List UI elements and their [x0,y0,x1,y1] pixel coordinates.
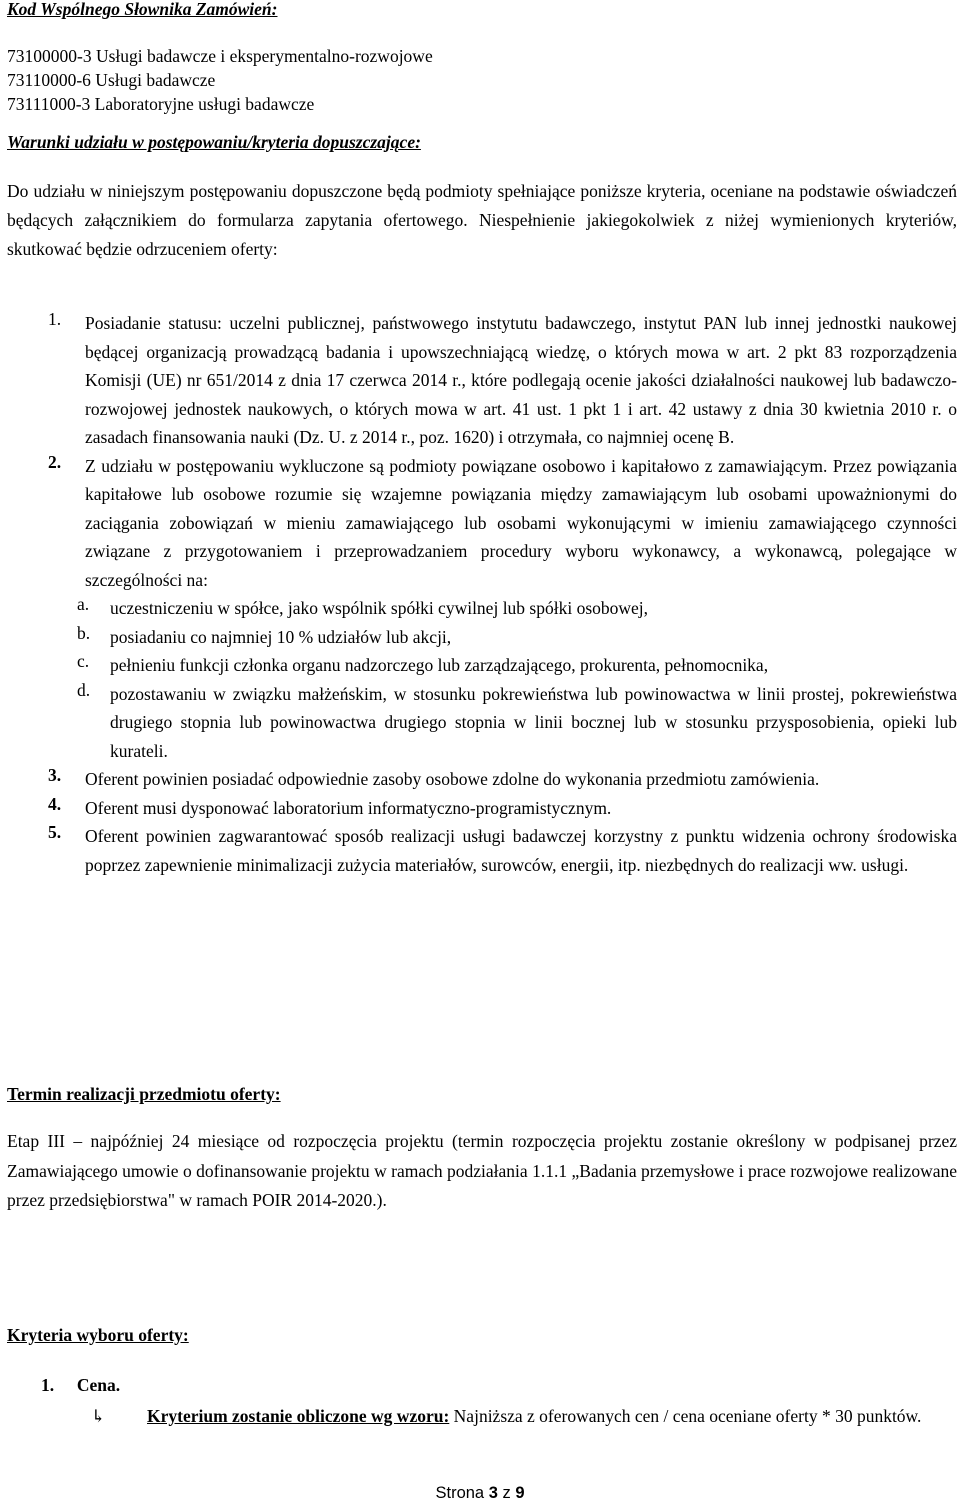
formula-label: Kryterium zostanie obliczone wg wzoru: [147,1406,450,1426]
cpv-code-list [7,44,957,116]
sub-list-item [7,623,957,652]
cpv-heading: Kod Wspólnego Słownika Zamówień: [7,0,278,19]
criteria-item-title: Cena. [76,1375,121,1395]
criteria-heading: Kryteria wyboru oferty: [7,1325,189,1345]
list-item [7,452,957,595]
item-number: 3. [48,765,62,785]
total-pages: 9 [515,1484,525,1502]
item-number: 2. [48,451,62,472]
footer-prefix: Strona [435,1484,489,1502]
current-page: 3 [488,1484,498,1502]
sub-item-letter: b. [77,622,91,643]
sub-item-letter: c. [77,651,90,671]
list-item [7,822,957,879]
sub-item-letter: a. [77,594,90,614]
list-item [7,794,957,823]
item-text: Posiadanie statusu: uczelni publicznej, państwowego instytutu badawczego, instytut PAN lub innej jednostki naukowej będącej organizacją prowadzącą badania i upowszechniającą wiedzę, o których mowa w art. 2 pkt 83 rozporządzenia Komisji (UE) nr 651/2014 z dnia 17 czerwca 2014 r., które podlegają ocenie jakości działalności naukowej lub badawczo-rozwojowej jednostek naukowych, o których mowa w art. 41 ust. 1 pkt 1 i art. 42 ustawy z dnia 30 kwietnia 2010 r. o zasadach finansowania nauki (Dz. U. z 2014 r., poz. 1620) i otrzymała, co najmniej ocenę B. [85,313,957,447]
page-footer [0,1484,960,1503]
criteria-item [41,1373,957,1397]
sub-item-letter: d. [77,679,91,700]
criteria-item-number: 1. [41,1375,55,1395]
deadline-text: Etap III – najpóźniej 24 miesiące od rozpoczęcia projektu (termin rozpoczęcia projektu zostanie określony w podpisanej przez Zamawiającego umowie o dofinansowanie projektu w ramach podziałania 1.1.1 „Badania przemysłowe i prace rozwojowe realizowane przez przedsiębiorstwa" w ramach POIR 2014-2020.). [7,1131,957,1210]
arrow-icon: ↳ [91,1406,106,1426]
conditions-intro: Do udziału w niniejszym postępowaniu dopuszczone będą podmioty spełniające poniższe kryteria, oceniane na podstawie oświadczeń będących załącznikiem do formularza zapytania ofertowego. Niespełnienie jakiegokolwiek z niżej wymienionych kryteriów, skutkować będzie odrzuceniem oferty: [7,181,957,259]
item-text: Oferent powinien zagwarantować sposób realizacji usługi badawczej korzystny z punktu widzenia ochrony środowiska poprzez zapewnienie minimalizacji zużycia materiałów, surowców, energii, itp. niezbędnych do realizacji ww. usługi. [85,826,957,875]
sub-list-item [7,651,957,680]
sub-list-item [7,594,957,623]
footer-middle: z [497,1484,516,1502]
cpv-code: 73110000-6 Usługi badawcze [7,70,216,90]
item-number: 1. [48,309,62,329]
sub-item-text: pozostawaniu w związku małżeńskim, w stosunku pokrewieństwa lub powinowactwa w linii prostej, pokrewieństwa drugiego stopnia lub powinowactwa drugiego stopnia w linii bocznej lub w stosunku przysposobienia, opieki lub kurateli. [110,683,957,761]
sub-item-text: pełnieniu funkcji członka organu nadzorczego lub zarządzającego, prokurenta, pełnomocnika, [110,655,769,675]
deadline-heading: Termin realizacji przedmiotu oferty: [7,1084,281,1104]
conditions-heading: Warunki udziału w postępowaniu/kryteria dopuszczające: [7,132,421,152]
cpv-code: 73100000-3 Usługi badawcze i eksperymentalno-rozwojowe [7,46,433,66]
list-item [7,309,957,452]
cpv-code: 73111000-3 Laboratoryjne usługi badawcze [7,94,315,114]
sub-item-text: posiadaniu co najmniej 10 % udziałów lub akcji, [110,626,452,647]
item-text: Oferent powinien posiadać odpowiednie zasoby osobowe zdolne do wykonania przedmiotu zamówienia. [85,769,820,789]
list-item [7,765,957,794]
sub-item-text: uczestniczeniu w spółce, jako wspólnik spółki cywilnej lub spółki osobowej, [110,598,649,618]
item-number: 5. [48,822,62,842]
item-text: Z udziału w postępowaniu wykluczone są podmioty powiązane osobowo i kapitałowo z zamawiającym. Przez powiązania kapitałowe lub osobowe rozumie się wzajemne powiązania między zamawiającym lub osobami upoważnionymi do zaciągania zobowiązań w mieniu zamawiającego lub osobami wykonującymi w imieniu zamawiającego czynności związane z przygotowaniem i przeprowadzaniem procedury wyboru wykonawcy, a wykonawcą, polegające w szczególności na: [85,455,957,590]
sub-list-item [7,680,957,766]
criteria-formula [91,1402,957,1431]
item-number: 4. [48,793,62,814]
formula-text: Najniższa z oferowanych cen / cena oceniane oferty * 30 punktów. [449,1406,922,1426]
item-text: Oferent musi dysponować laboratorium informatyczno-programistycznym. [85,797,612,818]
conditions-list [7,309,957,879]
